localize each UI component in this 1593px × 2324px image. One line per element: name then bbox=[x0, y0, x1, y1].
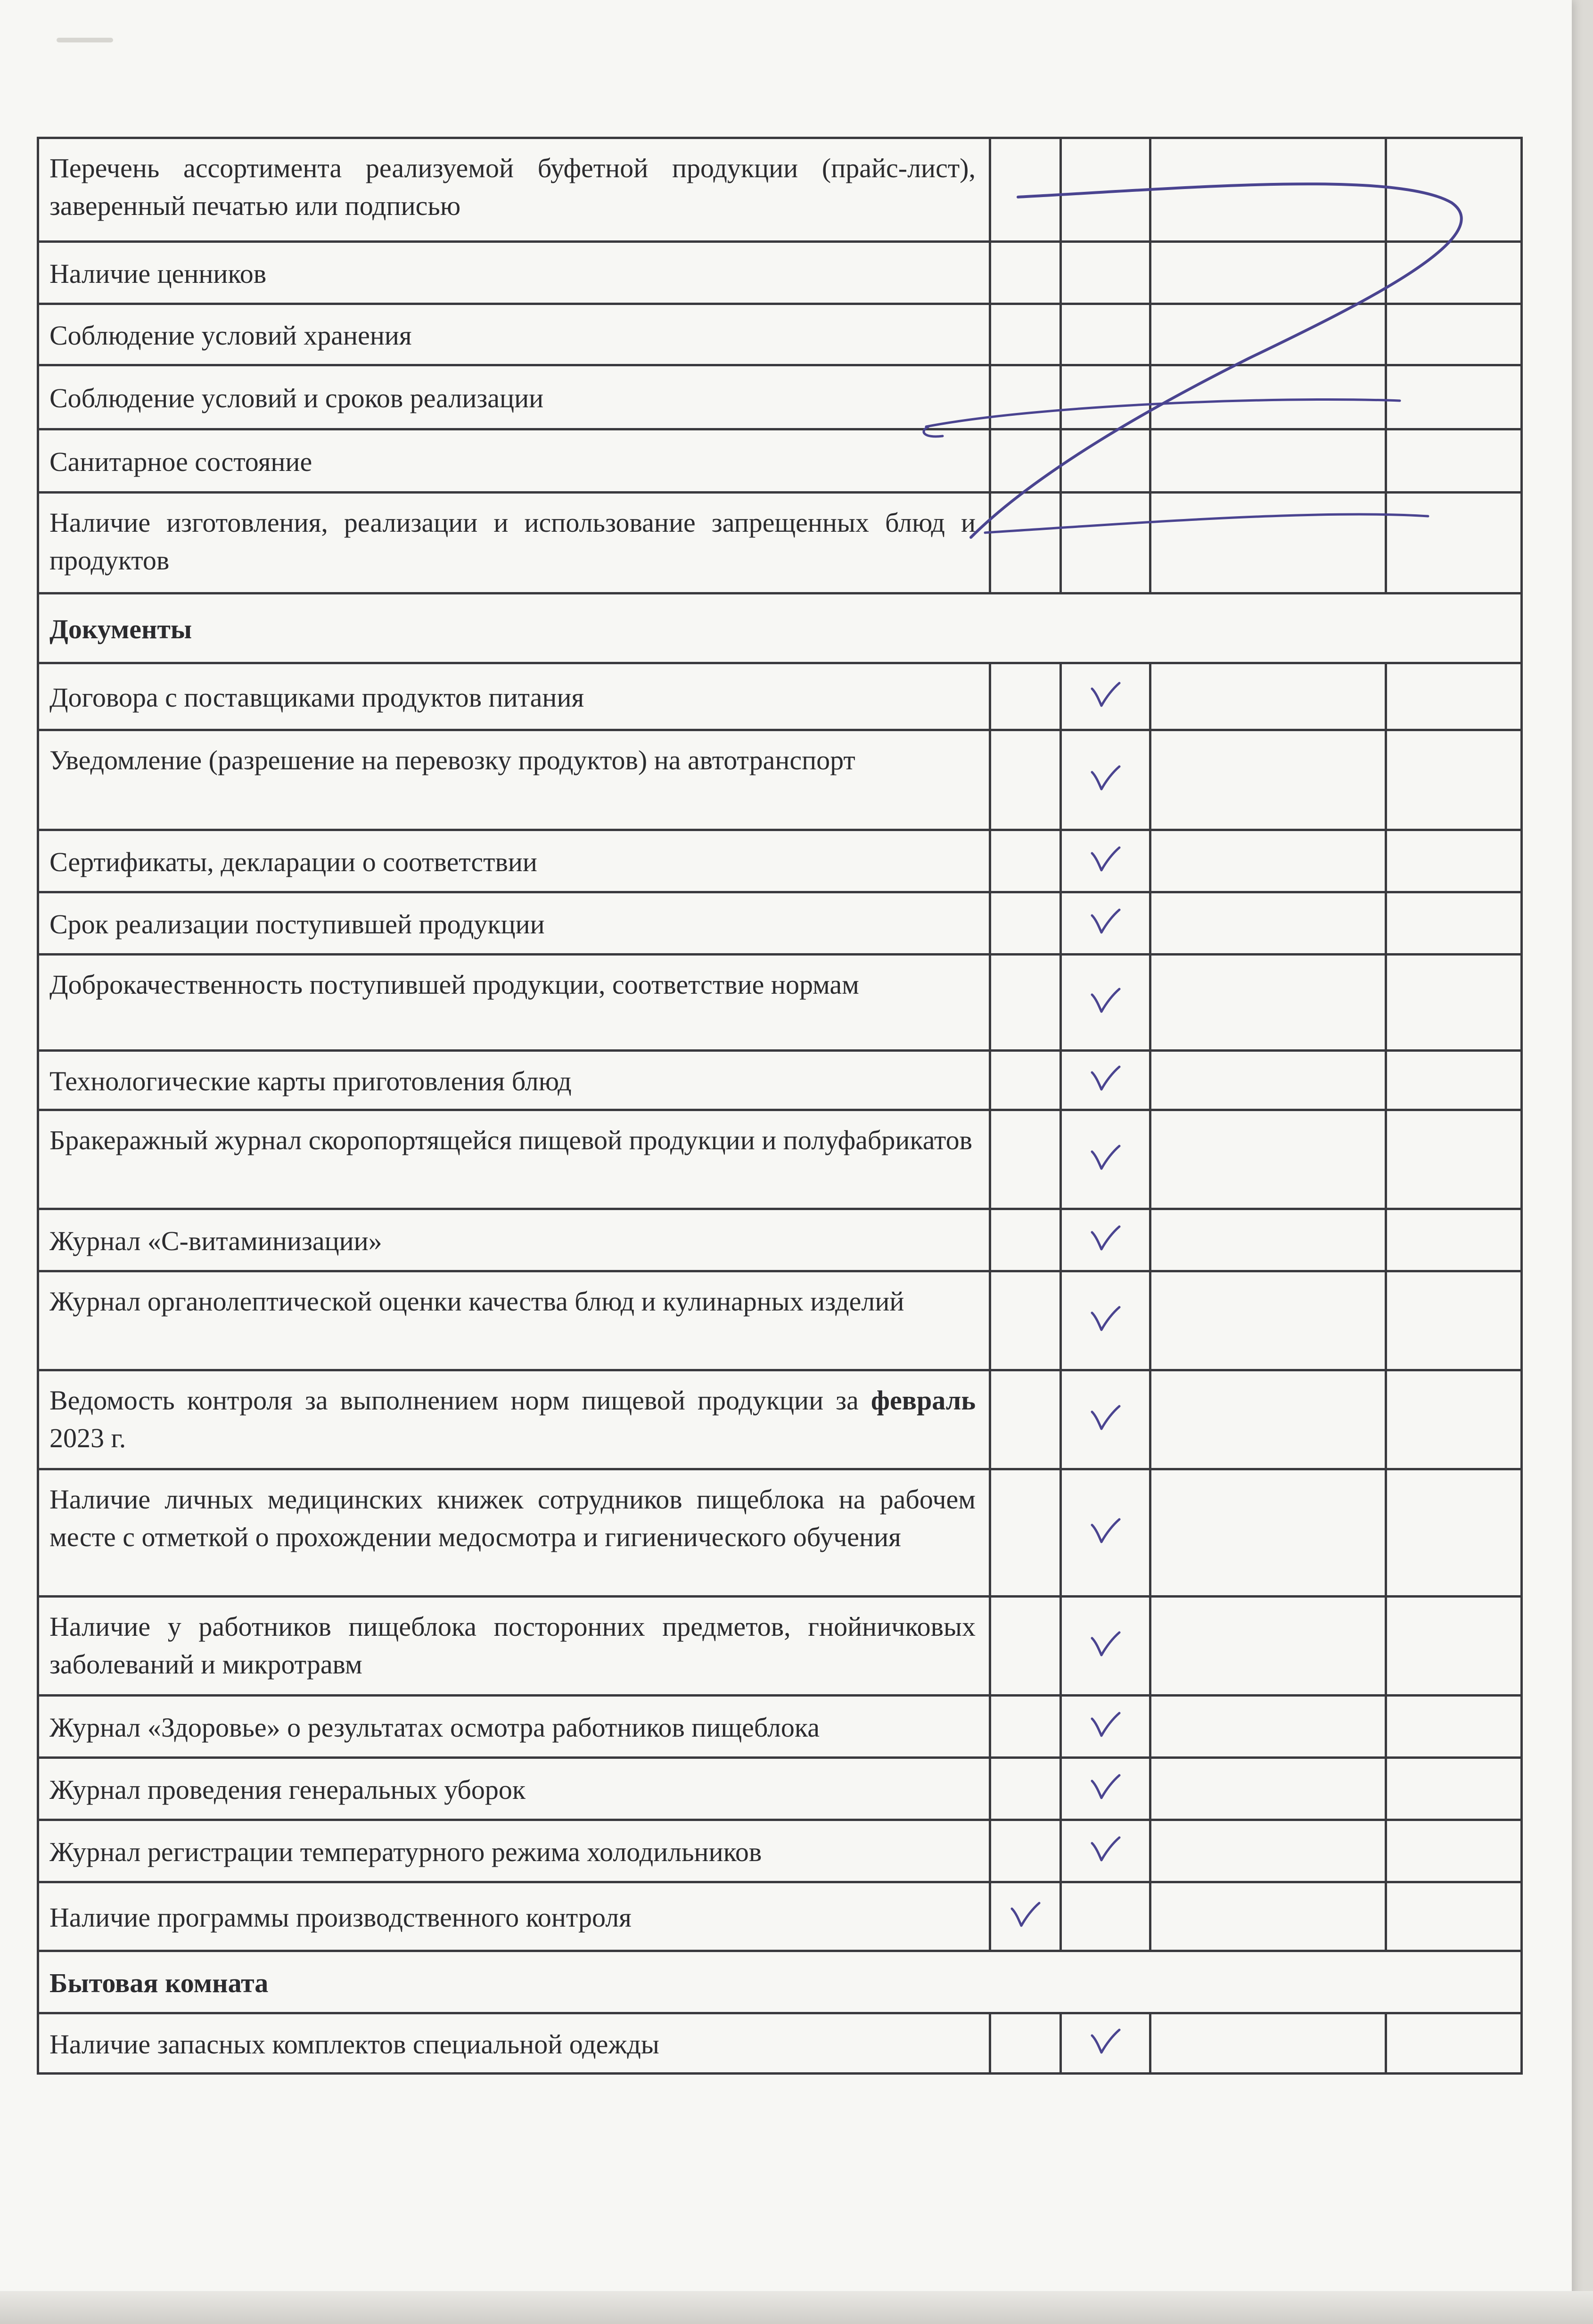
row-label: Уведомление (разрешение на перевозку продуктов) на автотранспорт bbox=[38, 730, 990, 830]
check-cell-col-2[interactable] bbox=[1061, 304, 1150, 365]
check-cell-col-3[interactable] bbox=[1150, 955, 1386, 1051]
table-row bbox=[38, 365, 1522, 429]
check-cell-col-4[interactable] bbox=[1386, 429, 1522, 493]
check-cell-col-3[interactable] bbox=[1150, 429, 1386, 493]
check-cell-col-4[interactable] bbox=[1386, 1051, 1522, 1110]
table-row bbox=[38, 242, 1522, 304]
check-cell-col-3[interactable] bbox=[1150, 1882, 1386, 1951]
check-cell-col-1[interactable] bbox=[990, 1051, 1061, 1110]
table-row bbox=[38, 493, 1522, 593]
check-cell-col-3[interactable] bbox=[1150, 1051, 1386, 1110]
check-cell-col-2[interactable] bbox=[1061, 493, 1150, 593]
table-row bbox=[38, 1209, 1522, 1271]
table-row bbox=[38, 1882, 1522, 1951]
section-title: Бытовая комната bbox=[38, 1951, 1522, 2013]
check-cell-col-1[interactable] bbox=[990, 1370, 1061, 1469]
check-cell-col-3[interactable] bbox=[1150, 1597, 1386, 1696]
check-cell-col-1[interactable] bbox=[990, 830, 1061, 892]
table-row bbox=[38, 892, 1522, 955]
table-row bbox=[38, 1597, 1522, 1696]
check-cell-col-1[interactable] bbox=[990, 892, 1061, 955]
table-row bbox=[38, 429, 1522, 493]
check-cell-col-4[interactable] bbox=[1386, 830, 1522, 892]
row-label bbox=[38, 1370, 990, 1469]
row-label: Перечень ассортимента реализуемой буфетной продукции (прайс-лист), заверенный печатью или подписью bbox=[38, 138, 990, 242]
check-cell-col-1[interactable] bbox=[990, 663, 1061, 730]
table-row bbox=[38, 1696, 1522, 1758]
row-label: Доброкачественность поступившей продукции, соответствие нормам bbox=[38, 955, 990, 1051]
check-cell-col-2[interactable] bbox=[1061, 1469, 1150, 1597]
checkmark-icon bbox=[1089, 1224, 1122, 1254]
checkmark-icon bbox=[1089, 1516, 1122, 1547]
check-cell-col-1[interactable] bbox=[990, 138, 1061, 242]
check-cell-col-1[interactable] bbox=[990, 1882, 1061, 1951]
table-row bbox=[38, 2013, 1522, 2074]
check-cell-col-4[interactable] bbox=[1386, 2013, 1522, 2074]
check-cell-col-4[interactable] bbox=[1386, 1696, 1522, 1758]
check-cell-col-1[interactable] bbox=[990, 429, 1061, 493]
section-title: Документы bbox=[38, 593, 1522, 663]
check-cell-col-2[interactable] bbox=[1061, 1758, 1150, 1820]
check-cell-col-3[interactable] bbox=[1150, 830, 1386, 892]
check-cell-col-3[interactable] bbox=[1150, 304, 1386, 365]
row-label-part: Ведомость контроля за выполнением норм пищевой продукции за bbox=[49, 1385, 871, 1416]
checkmark-icon bbox=[1089, 680, 1122, 710]
table-row bbox=[38, 304, 1522, 365]
check-cell-col-2[interactable] bbox=[1061, 138, 1150, 242]
row-label: Соблюдение условий хранения bbox=[38, 304, 990, 365]
checkmark-icon bbox=[1089, 1710, 1122, 1740]
section-header-row bbox=[38, 593, 1522, 663]
row-label: Наличие личных медицинских книжек сотрудников пищеблока на рабочем месте с отметкой о прохождении медосмотра и гигиенического обучения bbox=[38, 1469, 990, 1597]
check-cell-col-1[interactable] bbox=[990, 2013, 1061, 2074]
check-cell-col-3[interactable] bbox=[1150, 892, 1386, 955]
check-cell-col-3[interactable] bbox=[1150, 663, 1386, 730]
check-cell-col-2[interactable] bbox=[1061, 892, 1150, 955]
check-cell-col-4[interactable] bbox=[1386, 1758, 1522, 1820]
checkmark-icon bbox=[1089, 1304, 1122, 1335]
check-cell-col-1[interactable] bbox=[990, 1696, 1061, 1758]
check-cell-col-3[interactable] bbox=[1150, 1370, 1386, 1469]
paper-scuff bbox=[57, 38, 113, 42]
checkmark-icon bbox=[1009, 1900, 1042, 1930]
table-row bbox=[38, 830, 1522, 892]
inspection-checklist-table bbox=[37, 137, 1523, 2075]
checkmark-icon bbox=[1089, 907, 1122, 937]
table-row bbox=[38, 1758, 1522, 1820]
check-cell-col-3[interactable] bbox=[1150, 730, 1386, 830]
check-cell-col-1[interactable] bbox=[990, 493, 1061, 593]
check-cell-col-2[interactable] bbox=[1061, 663, 1150, 730]
check-cell-col-3[interactable] bbox=[1150, 1469, 1386, 1597]
check-cell-col-1[interactable] bbox=[990, 242, 1061, 304]
check-cell-col-2[interactable] bbox=[1061, 242, 1150, 304]
check-cell-col-1[interactable] bbox=[990, 304, 1061, 365]
table-row bbox=[38, 1820, 1522, 1882]
check-cell-col-4[interactable] bbox=[1386, 730, 1522, 830]
row-label: Журнал органолептической оценки качества блюд и кулинарных изделий bbox=[38, 1271, 990, 1370]
check-cell-col-4[interactable] bbox=[1386, 365, 1522, 429]
check-cell-col-1[interactable] bbox=[990, 1820, 1061, 1882]
table-row bbox=[38, 1271, 1522, 1370]
desk-edge bbox=[0, 2291, 1593, 2324]
checkmark-icon bbox=[1089, 845, 1122, 875]
check-cell-col-2[interactable] bbox=[1061, 1370, 1150, 1469]
table-row bbox=[38, 663, 1522, 730]
check-cell-col-1[interactable] bbox=[990, 1597, 1061, 1696]
check-cell-col-1[interactable] bbox=[990, 730, 1061, 830]
row-label: Технологические карты приготовления блюд bbox=[38, 1051, 990, 1110]
row-label: Журнал «Здоровье» о результатах осмотра работников пищеблока bbox=[38, 1696, 990, 1758]
table-row bbox=[38, 1469, 1522, 1597]
check-cell-col-2[interactable] bbox=[1061, 730, 1150, 830]
check-cell-col-2[interactable] bbox=[1061, 1110, 1150, 1209]
row-label: Журнал проведения генеральных уборок bbox=[38, 1758, 990, 1820]
table-row bbox=[38, 730, 1522, 830]
check-cell-col-4[interactable] bbox=[1386, 955, 1522, 1051]
check-cell-col-4[interactable] bbox=[1386, 892, 1522, 955]
check-cell-col-4[interactable] bbox=[1386, 304, 1522, 365]
check-cell-col-4[interactable] bbox=[1386, 1209, 1522, 1271]
check-cell-col-3[interactable] bbox=[1150, 1820, 1386, 1882]
table-row bbox=[38, 1110, 1522, 1209]
check-cell-col-2[interactable] bbox=[1061, 1051, 1150, 1110]
row-label: Сертификаты, декларации о соответствии bbox=[38, 830, 990, 892]
check-cell-col-2[interactable] bbox=[1061, 1597, 1150, 1696]
check-cell-col-1[interactable] bbox=[990, 955, 1061, 1051]
check-cell-col-2[interactable] bbox=[1061, 1209, 1150, 1271]
checkmark-icon bbox=[1089, 2027, 1122, 2057]
checkmark-icon bbox=[1089, 986, 1122, 1016]
check-cell-col-4[interactable] bbox=[1386, 1271, 1522, 1370]
checkmark-icon bbox=[1089, 764, 1122, 794]
check-cell-col-2[interactable] bbox=[1061, 830, 1150, 892]
section-header-row bbox=[38, 1951, 1522, 2013]
checkmark-icon bbox=[1089, 1772, 1122, 1803]
check-cell-col-3[interactable] bbox=[1150, 1271, 1386, 1370]
row-label: Санитарное состояние bbox=[38, 429, 990, 493]
check-cell-col-2[interactable] bbox=[1061, 2013, 1150, 2074]
check-cell-col-4[interactable] bbox=[1386, 1110, 1522, 1209]
check-cell-col-2[interactable] bbox=[1061, 1696, 1150, 1758]
check-cell-col-2[interactable] bbox=[1061, 429, 1150, 493]
check-cell-col-3[interactable] bbox=[1150, 493, 1386, 593]
check-cell-col-1[interactable] bbox=[990, 1110, 1061, 1209]
check-cell-col-1[interactable] bbox=[990, 1758, 1061, 1820]
check-cell-col-2[interactable] bbox=[1061, 1271, 1150, 1370]
checkmark-icon bbox=[1089, 1403, 1122, 1434]
row-label: Журнал «С-витаминизации» bbox=[38, 1209, 990, 1271]
check-cell-col-2[interactable] bbox=[1061, 1820, 1150, 1882]
row-label: Наличие изготовления, реализации и использование запрещенных блюд и продуктов bbox=[38, 493, 990, 593]
check-cell-col-2[interactable] bbox=[1061, 365, 1150, 429]
checkmark-icon bbox=[1089, 1630, 1122, 1660]
check-cell-col-3[interactable] bbox=[1150, 365, 1386, 429]
check-cell-col-3[interactable] bbox=[1150, 1110, 1386, 1209]
check-cell-col-1[interactable] bbox=[990, 1271, 1061, 1370]
row-label: Журнал регистрации температурного режима холодильников bbox=[38, 1820, 990, 1882]
check-cell-col-3[interactable] bbox=[1150, 2013, 1386, 2074]
checkmark-icon bbox=[1089, 1835, 1122, 1865]
check-cell-col-3[interactable] bbox=[1150, 138, 1386, 242]
check-cell-col-1[interactable] bbox=[990, 1469, 1061, 1597]
check-cell-col-4[interactable] bbox=[1386, 242, 1522, 304]
month-name: февраль bbox=[870, 1385, 976, 1416]
check-cell-col-2[interactable] bbox=[1061, 955, 1150, 1051]
row-label: Договора с поставщиками продуктов питания bbox=[38, 663, 990, 730]
check-cell-col-4[interactable] bbox=[1386, 1820, 1522, 1882]
table-row bbox=[38, 138, 1522, 242]
check-cell-col-4[interactable] bbox=[1386, 1597, 1522, 1696]
row-label: Наличие запасных комплектов специальной одежды bbox=[38, 2013, 990, 2074]
check-cell-col-3[interactable] bbox=[1150, 1209, 1386, 1271]
check-cell-col-3[interactable] bbox=[1150, 242, 1386, 304]
check-cell-col-3[interactable] bbox=[1150, 1758, 1386, 1820]
check-cell-col-1[interactable] bbox=[990, 1209, 1061, 1271]
table-row bbox=[38, 1051, 1522, 1110]
check-cell-col-4[interactable] bbox=[1386, 663, 1522, 730]
check-cell-col-4[interactable] bbox=[1386, 1469, 1522, 1597]
row-label: Срок реализации поступившей продукции bbox=[38, 892, 990, 955]
row-label: Бракеражный журнал скоропортящейся пищевой продукции и полуфабрикатов bbox=[38, 1110, 990, 1209]
row-label: Наличие у работников пищеблока посторонних предметов, гнойничковых заболеваний и микротравм bbox=[38, 1597, 990, 1696]
row-label: Наличие ценников bbox=[38, 242, 990, 304]
check-cell-col-2[interactable] bbox=[1061, 1882, 1150, 1951]
row-label: Наличие программы производственного контроля bbox=[38, 1882, 990, 1951]
check-cell-col-1[interactable] bbox=[990, 365, 1061, 429]
check-cell-col-4[interactable] bbox=[1386, 1882, 1522, 1951]
table-row bbox=[38, 955, 1522, 1051]
row-label: Соблюдение условий и сроков реализации bbox=[38, 365, 990, 429]
check-cell-col-4[interactable] bbox=[1386, 1370, 1522, 1469]
check-cell-col-4[interactable] bbox=[1386, 493, 1522, 593]
checkmark-icon bbox=[1089, 1143, 1122, 1173]
checkmark-icon bbox=[1089, 1064, 1122, 1094]
check-cell-col-3[interactable] bbox=[1150, 1696, 1386, 1758]
row-label-part: 2023 г. bbox=[49, 1423, 126, 1453]
check-cell-col-4[interactable] bbox=[1386, 138, 1522, 242]
table-row bbox=[38, 1370, 1522, 1469]
